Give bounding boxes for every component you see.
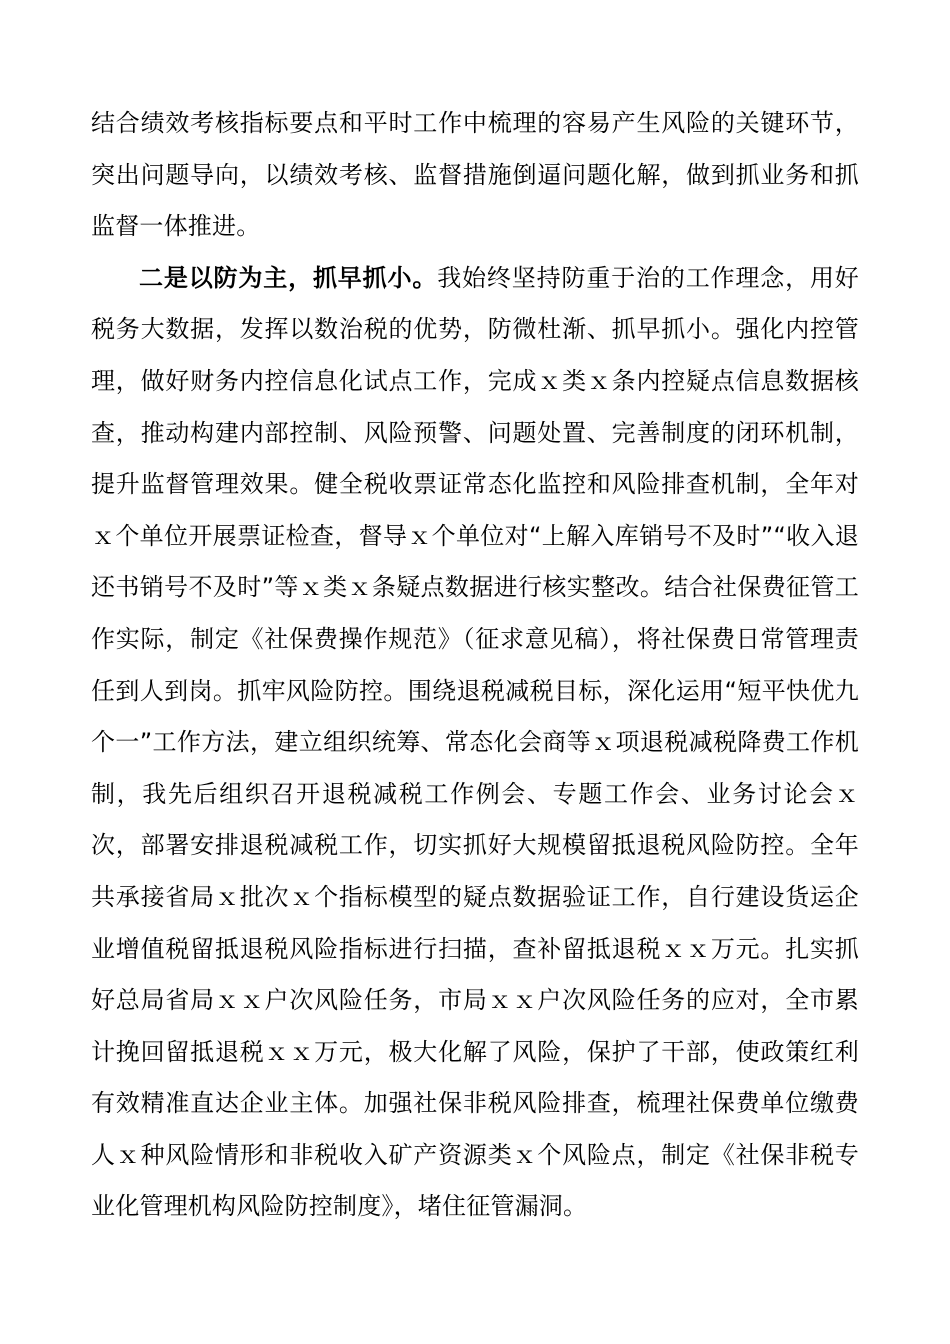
- paragraph-2-heading: 二是以防为主，抓早抓小。: [139, 263, 438, 292]
- document-body: [91, 98, 859, 1233]
- paragraph-continuation: [91, 98, 859, 253]
- paragraph-1-text: 结合绩效考核指标要点和平时工作中梳理的容易产生风险的关键环节，突出问题导向，以绩效考核、监督措施倒逼问题化解，做到抓业务和抓监督一体推进。: [91, 109, 859, 241]
- paragraph-2-body: 我始终坚持防重于治的工作理念，用好税务大数据，发挥以数治税的优势，防微杜渐、抓早抓小。强化内控管理，做好财务内控信息化试点工作，完成ｘ类ｘ条内控疑点信息数据核查，推动构建内部控制、风险预警、问题处置、完善制度的闭环机制，提升监督管理效果。健全税收票证常态化监控和风险排查机制，全年对ｘ个单位开展票证检查，督导ｘ个单位对“上解入库销号不及时”“收入退还书销号不及时”等ｘ类ｘ条疑点数据进行核实整改。结合社保费征管工作实际，制定《社保费操作规范》（征求意见稿），将社保费日常管理责任到人到岗。抓牢风险防控。围绕退税减税目标，深化运用“短平快优九个一”工作方法，建立组织统筹、常态化会商等ｘ项退税减税降费工作机制，我先后组织召开退税减税工作例会、专题工作会、业务讨论会ｘ次，部署安排退税减税工作，切实抓好大规模留抵退税风险防控。全年共承接省局ｘ批次ｘ个指标模型的疑点数据验证工作，自行建设货运企业增值税留抵退税风险指标进行扫描，查补留抵退税ｘｘ万元。扎实抓好总局省局ｘｘ户次风险任务，市局ｘｘ户次风险任务的应对，全市累计挽回留抵退税ｘｘ万元，极大化解了风险，保护了干部，使政策红利有效精准直达企业主体。加强社保非税风险排查，梳理社保费单位缴费人ｘ种风险情形和非税收入矿产资源类ｘ个风险点，制定《社保非税专业化管理机构风险防控制度》，堵住征管漏洞。: [91, 263, 859, 1221]
- paragraph-prevention: [91, 253, 859, 1233]
